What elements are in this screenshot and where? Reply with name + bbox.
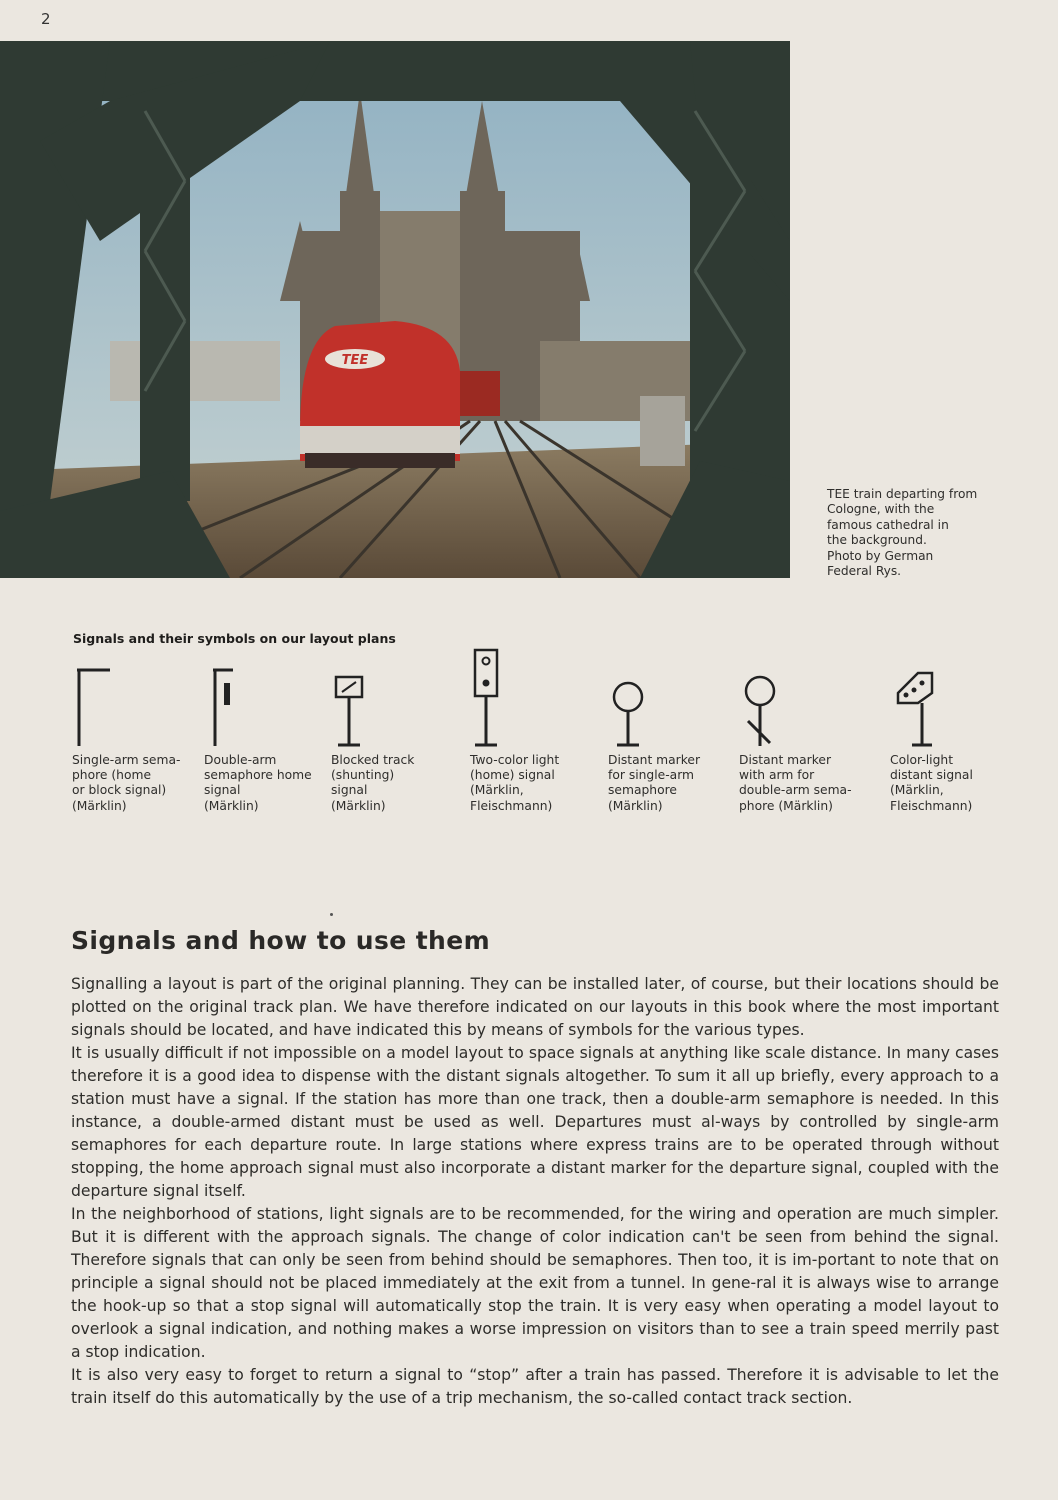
double-arm-semaphore-icon <box>200 645 250 750</box>
distant-marker-double-icon <box>736 645 786 750</box>
signal-label-line: Fleischmann) <box>470 798 553 813</box>
print-speck <box>330 913 333 916</box>
signal-label-line: (Märklin) <box>331 798 386 813</box>
train-photo <box>0 41 790 578</box>
signal-label-line: (shunting) <box>331 768 395 783</box>
caption-line: Federal Rys. <box>827 564 902 579</box>
signal-label-line: distant signal <box>890 768 973 783</box>
distant-marker-single-icon <box>605 645 655 750</box>
signal-label-line: signal <box>331 783 368 798</box>
two-color-light-signal-icon <box>462 645 512 750</box>
signal-label-line: (Märklin, <box>890 783 944 798</box>
photo-caption <box>827 487 1027 579</box>
signal-label-line: Two-color light <box>470 753 560 767</box>
signals-heading: Signals and their symbols on our layout plans <box>73 631 396 646</box>
signal-label <box>739 753 852 814</box>
article-paragraph: Signalling a layout is part of the original planning. They can be installed later, of course, but their locations should be plotted on the original track plan. We have therefore indicated on our layouts in this book where the most important signals should be located, and have indicated this by means of symbols for the various types. <box>71 975 999 1039</box>
signal-label-line: (Märklin) <box>72 798 127 813</box>
single-arm-semaphore-icon <box>70 645 120 750</box>
signal-label <box>890 753 973 814</box>
signal-label <box>72 753 180 814</box>
signal-label-line: Single-arm sema- <box>72 753 181 767</box>
signal-label-line: Double-arm <box>204 753 277 767</box>
article-paragraph: It is usually difficult if not impossible on a model layout to space signals at anything like scale distance. In many cases therefore it is a good idea to dispense with the distant signals altogether. To sum it all up briefly, every approach to a station must have a signal. If the station has more than one track, then a double-arm semaphore is needed. In this instance, a double-armed distant must be used as well. Departures must al-ways by controlled by single-arm semaphores for each departure route. In large stations where express trains are to be operated through without stopping, the home approach signal must also incorporate a distant marker for the departure signal, coupled with the departure signal itself. <box>71 1044 999 1200</box>
signal-label-line: (Märklin) <box>608 798 663 813</box>
blocked-track-signal-icon <box>326 645 376 750</box>
train-photo-illustration <box>0 41 790 578</box>
signal-label-line: (home) signal <box>470 768 555 783</box>
caption-line: famous cathedral in <box>827 517 949 532</box>
signal-label <box>204 753 312 814</box>
color-light-distant-signal-icon <box>890 645 940 750</box>
article-body <box>71 973 999 1410</box>
caption-line: the background. <box>827 533 927 548</box>
signal-label-line: with arm for <box>739 768 815 783</box>
signal-label-line: semaphore home <box>204 768 312 783</box>
caption-line: TEE train departing from <box>827 487 978 501</box>
signal-label <box>608 753 700 814</box>
train-badge-text: TEE <box>341 353 369 368</box>
caption-line: Cologne, with the <box>827 502 935 517</box>
signal-label-line: phore (home <box>72 768 152 783</box>
signal-label-line: or block signal) <box>72 783 167 798</box>
page-number: 2 <box>41 10 51 28</box>
signal-label-line: for single-arm <box>608 768 695 783</box>
signal-label-line: Blocked track <box>331 753 415 767</box>
article-paragraph: In the neighborhood of stations, light signals are to be recommended, for the wiring and operation are much simpler. But it is different with the approach signals. The change of color indication can't be seen from behind the signal. Therefore signals that can only be seen from behind should be semaphores. Then too, it is im-portant to note that on principle a signal should not be placed immediately at the exit from a tunnel. In gene-ral it is always wise to arrange the hook-up so that a stop signal will automatically stop the train. It is very easy when operating a model layout to overlook a signal indication, and nothing makes a worse impression on visitors than to see a train speed merrily past a stop indication. <box>71 1205 999 1361</box>
article-paragraph: It is also very easy to forget to return a signal to “stop” after a train has passed. Therefore it is advisable to let the train itself do this automatically by the use of a trip mechanism, the so-called contact track section. <box>71 1366 999 1407</box>
signal-label-line: (Märklin) <box>204 798 259 813</box>
signal-label-line: semaphore <box>608 783 677 798</box>
signal-label-line: phore (Märklin) <box>739 798 833 813</box>
signal-label <box>470 753 559 814</box>
signal-label-line: double-arm sema- <box>739 783 852 798</box>
signal-label <box>331 753 414 814</box>
signal-label-line: (Märklin, <box>470 783 524 798</box>
caption-line: Photo by German <box>827 548 934 563</box>
article-title: Signals and how to use them <box>71 926 491 955</box>
signal-label-line: Distant marker <box>608 753 701 767</box>
signal-label-line: Color-light <box>890 753 954 767</box>
signal-label-line: signal <box>204 783 241 798</box>
signal-label-line: Fleischmann) <box>890 798 973 813</box>
signal-label-line: Distant marker <box>739 753 832 767</box>
